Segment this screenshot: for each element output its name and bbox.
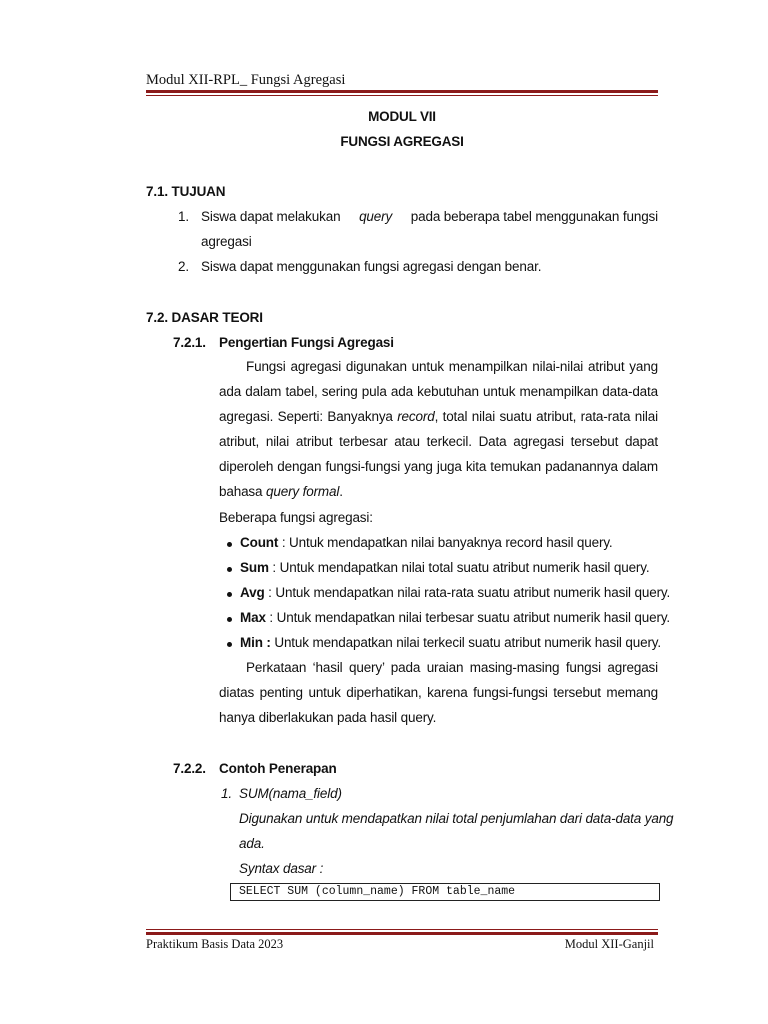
paragraph-definition (219, 354, 658, 505)
bullet-term: Max (240, 610, 266, 625)
bullet-item-count (240, 535, 613, 550)
subsection-number: 7.2.1. (173, 335, 206, 350)
paragraph-text: , total nilai suatu atribut, rata-rata nilai atribut, nilai atribut terbesar atau terkecil. Data agregasi tersebut dapat diperoleh dengan fungsi-fungsi yang juga kita temukan padanannya dalam bahasa (219, 409, 658, 500)
subsection-number: 7.2.2. (173, 761, 206, 776)
example-description-line1: Digunakan untuk mendapatkan nilai total penjumlahan dari data-data yang (239, 811, 674, 826)
objective-emphasis: query (359, 209, 393, 224)
paragraph-text: Fungsi agregasi digunakan untuk menampilkan nilai-nilai atribut yang ada dalam tabel, sering pula ada kebutuhan untuk menampilkan data-data agregasi. Seperti: Banyaknya (219, 359, 658, 425)
bullet-term: Min : (240, 635, 271, 650)
bullet-item-min (240, 635, 661, 650)
objective-text: Siswa dapat melakukan (201, 209, 345, 224)
list-number: 1. (178, 209, 189, 224)
paragraph-note (219, 655, 658, 730)
syntax-label: Syntax dasar : (239, 861, 324, 876)
paragraph-text: . (339, 484, 343, 500)
section-heading-dasar-teori: 7.2. DASAR TEORI (146, 310, 263, 325)
bullet-dot (227, 542, 232, 547)
footer-rule-thick (146, 932, 658, 935)
header-rule-thick (146, 90, 658, 93)
header-rule-thin (146, 95, 658, 96)
section-heading-tujuan: 7.1. TUJUAN (146, 184, 226, 199)
footer-left: Praktikum Basis Data 2023 (146, 937, 284, 951)
bullet-term: Sum (240, 560, 269, 575)
sql-code-block: SELECT SUM (column_name) FROM table_name (230, 883, 660, 901)
bullet-dot (227, 592, 232, 597)
objective-item-2: Siswa dapat menggunakan fungsi agregasi dengan benar. (201, 259, 542, 274)
bullet-item-sum (240, 560, 649, 575)
footer-right: Modul XII-Ganjil (564, 937, 654, 951)
running-header: Modul XII-RPL_ Fungsi Agregasi (146, 72, 346, 88)
bullet-desc: : Untuk mendapatkan nilai rata-rata suatu atribut numerik hasil query. (264, 585, 671, 600)
objective-text: pada beberapa tabel menggunakan fungsi (407, 209, 658, 224)
paragraph-text: Perkataan ‘hasil query’ pada uraian masing-masing fungsi agregasi diatas penting untuk diperhatikan, karena fungsi-fungsi tersebut memang hanya diberlakukan pada hasil query. (219, 660, 658, 726)
bullet-item-avg (240, 585, 670, 600)
bullet-term: Avg (240, 585, 265, 600)
bullet-dot (227, 642, 232, 647)
bullet-dot (227, 567, 232, 572)
objective-item-1-line1 (201, 209, 658, 224)
list-intro: Beberapa fungsi agregasi: (219, 510, 373, 525)
module-number-title: MODUL VII (368, 109, 436, 124)
bullet-term: Count (240, 535, 279, 550)
paragraph-emphasis: record (397, 409, 435, 425)
subsection-title: Pengertian Fungsi Agregasi (219, 335, 394, 350)
bullet-item-max (240, 610, 670, 625)
footer-rule-thin (146, 929, 658, 930)
bullet-desc: : Untuk mendapatkan nilai total suatu atribut numerik hasil query. (268, 560, 650, 575)
module-topic-title: FUNGSI AGREGASI (340, 134, 464, 149)
bullet-desc: Untuk mendapatkan nilai terkecil suatu atribut numerik hasil query. (270, 635, 662, 650)
example-description-line2: ada. (239, 836, 265, 851)
bullet-desc: : Untuk mendapatkan nilai terbesar suatu atribut numerik hasil query. (265, 610, 671, 625)
subsection-title: Contoh Penerapan (219, 761, 337, 776)
bullet-dot (227, 617, 232, 622)
paragraph-emphasis: query formal (266, 484, 340, 500)
example-title: SUM(nama_field) (239, 786, 342, 801)
list-number: 2. (178, 259, 189, 274)
objective-item-1-line2: agregasi (201, 234, 252, 249)
example-number: 1. (221, 786, 232, 801)
bullet-desc: : Untuk mendapatkan nilai banyaknya record hasil query. (278, 535, 613, 550)
